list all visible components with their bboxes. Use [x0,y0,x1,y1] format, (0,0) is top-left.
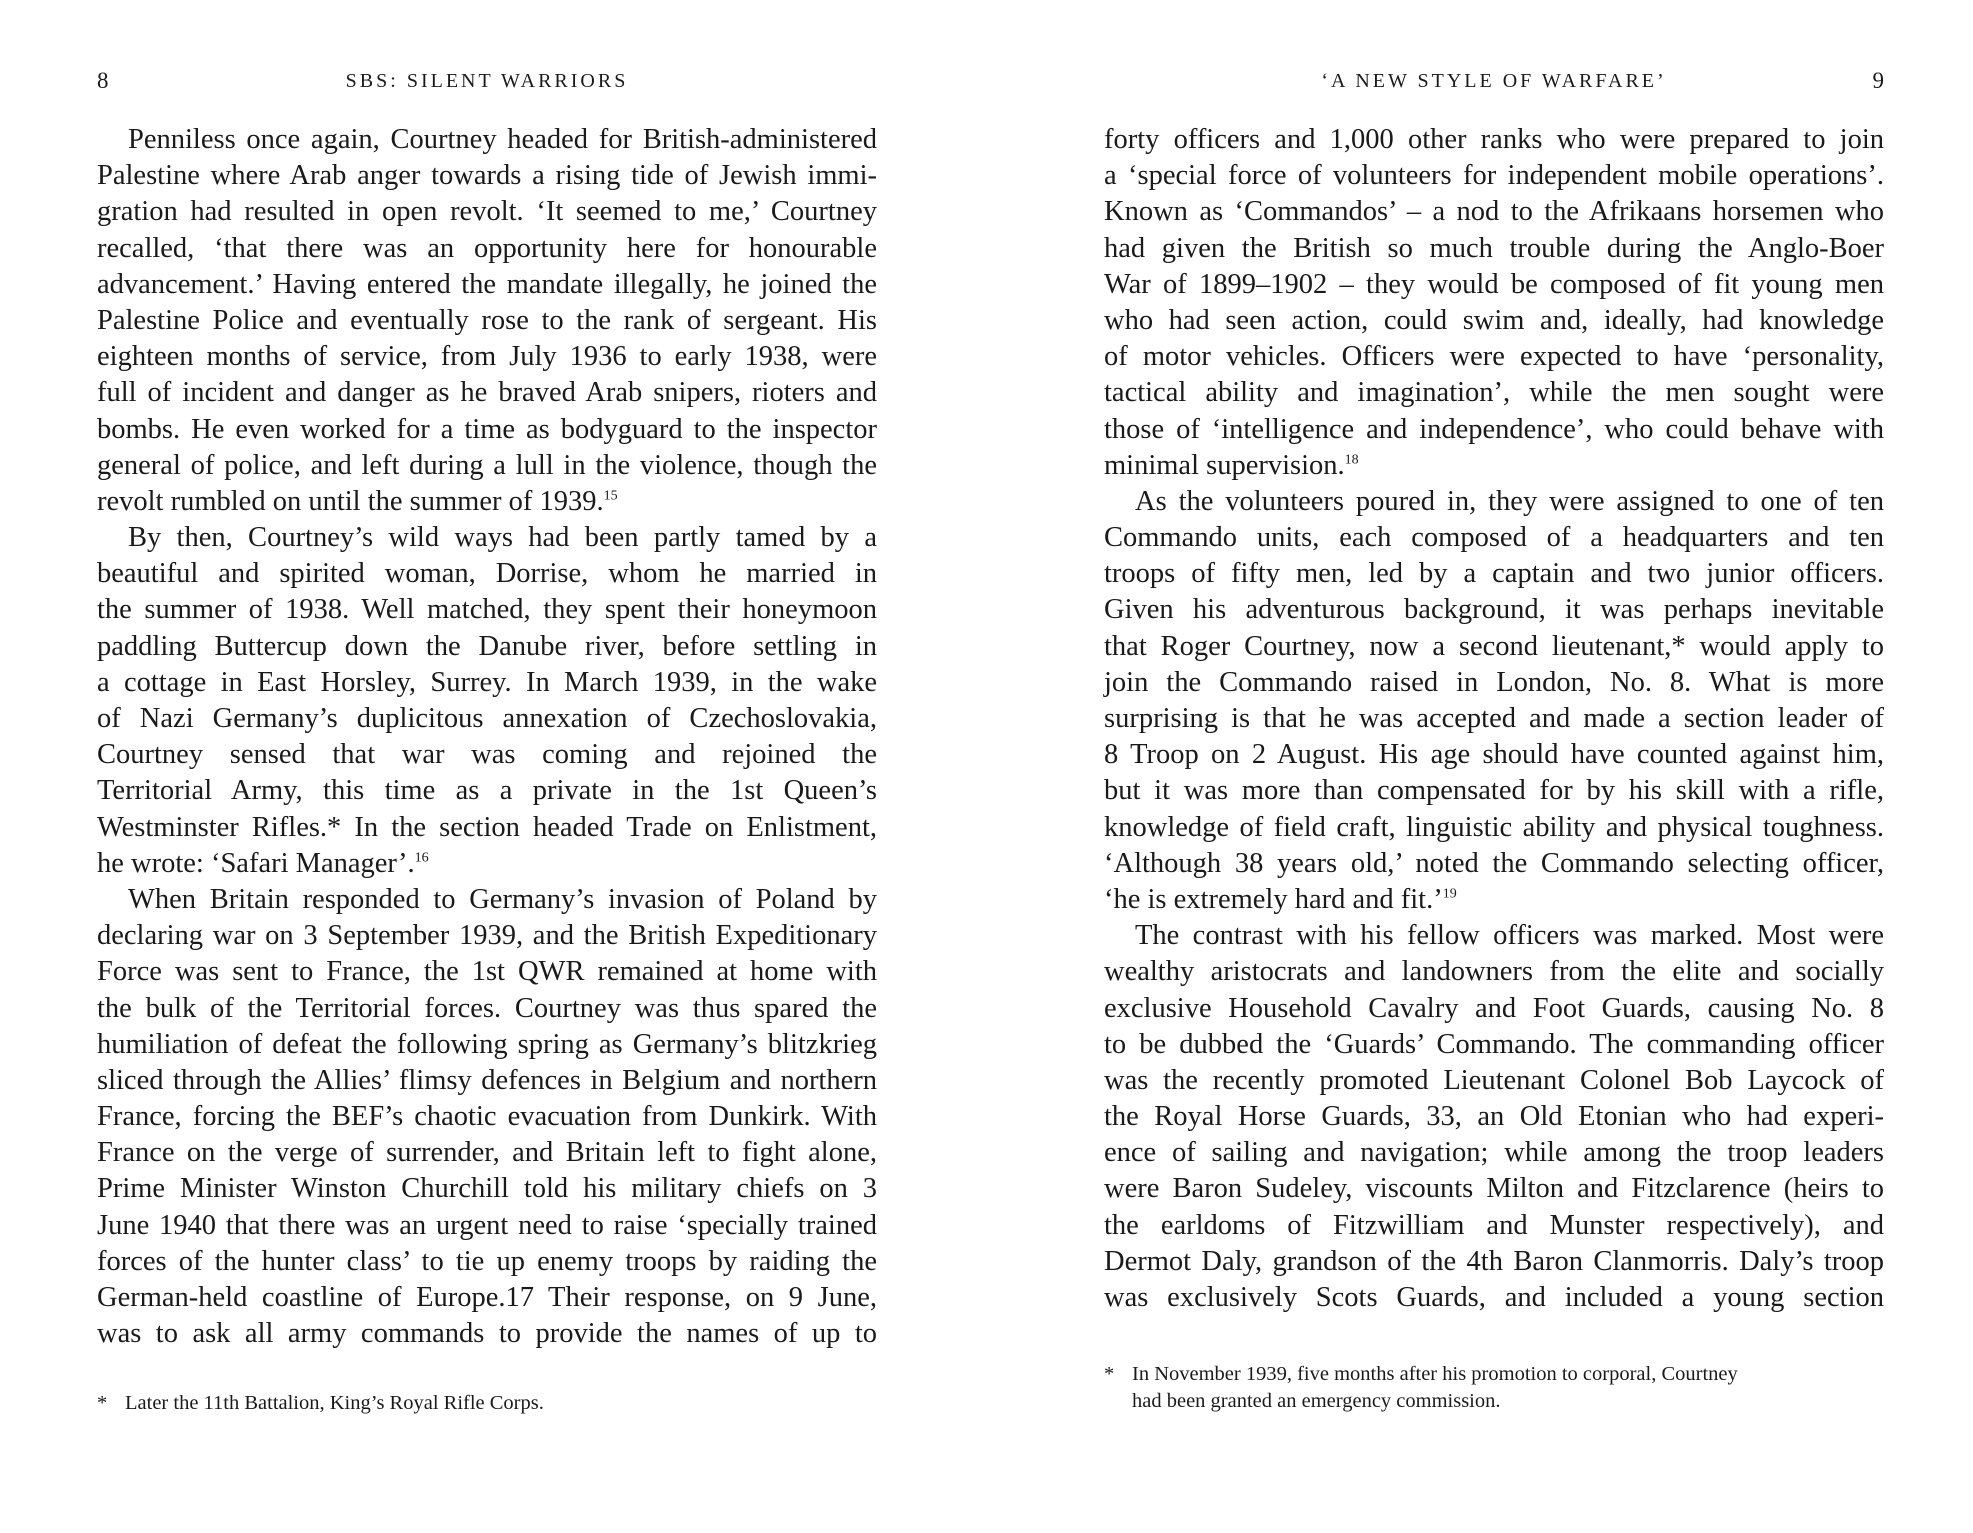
line-text: recalled, ‘that there was an opportunity here for honourable [97,232,877,264]
endnote-ref: 19 [1442,886,1457,902]
line-text: 8 Troop on 2 August. His age should have counted against him, [1104,739,1884,771]
text-line [97,412,877,448]
text-line [1104,592,1884,628]
endnote-ref: 16 [414,850,429,866]
line-text: Known as ‘Commandos’ – a nod to the Afrikaans horsemen who [1104,196,1884,228]
line-text: forty officers and 1,000 other ranks who were prepared to join [1104,124,1884,155]
line-text: were Baron Sudeley, viscounts Milton and Fitzclarence (heirs to [1104,1173,1884,1205]
line-text: full of incident and danger as he braved Arab snipers, rioters and [97,377,877,409]
line-text: to be dubbed the ‘Guards’ Commando. The commanding officer [1104,1028,1884,1060]
line-text: forces of the hunter class’ to tie up enemy troops by raiding the [97,1245,877,1277]
line-text: advancement.’ Having entered the mandate illegally, he joined the [97,268,877,300]
right-page [1104,0,1884,1533]
line-text: By then, Courtney’s wild ways had been partly tamed by a [128,522,877,554]
text-line [97,592,877,628]
text-line [1104,773,1884,809]
line-text: German-held coastline of Europe.17 Their response, on 9 June, [97,1282,877,1313]
line-text: gration had resulted in open revolt. ‘It seemed to me,’ Courtney [97,196,877,228]
text-line [1104,629,1884,665]
text-line [97,1099,877,1135]
line-text: France, forcing the BEF’s chaotic evacuation from Dunkirk. With [97,1101,877,1133]
text-line [97,701,877,737]
text-line [1104,194,1884,230]
line-text: he wrote: ‘Safari Manager’. [97,847,415,879]
line-text: join the Commando raised in London, No. 8. What is more [1104,666,1884,698]
running-head-title: SBS: SILENT WARRIORS [345,70,629,92]
line-text: those of ‘intelligence and independence’, who could behave with [1104,413,1884,445]
text-line [97,194,877,230]
text-line [97,448,877,484]
line-text: The contrast with his fellow officers was marked. Most were [1135,920,1884,952]
line-text: wealthy aristocrats and landowners from the elite and socially [1104,956,1884,988]
line-text: When Britain responded to Germany’s invasion of Poland by [128,883,877,915]
text-line [1104,991,1884,1027]
line-text: surprising is that he was accepted and made a section leader of [1104,703,1884,734]
text-line [97,629,877,665]
text-line [1104,122,1884,158]
line-text: the bulk of the Territorial forces. Courtney was thus spared the [97,992,877,1024]
footnote-line [1104,1388,1884,1415]
line-text: general of police, and left during a lull in the violence, though the [97,449,877,481]
line-text: was the recently promoted Lieutenant Colonel Bob Laycock of [1104,1064,1884,1096]
line-text: Penniless once again, Courtney headed for British-administered [128,124,877,155]
text-line [1104,303,1884,339]
line-text: had given the British so much trouble during the Anglo-Boer [1104,232,1884,264]
text-line [97,556,877,592]
line-text: Dermot Daly, grandson of the 4th Baron Clanmorris. Daly’s troop [1104,1245,1884,1277]
body-text [1104,122,1884,1316]
text-line [1104,1027,1884,1063]
text-line [97,846,877,882]
line-text: was exclusively Scots Guards, and included a young section [1104,1282,1884,1313]
text-line [97,267,877,303]
line-text: Force was sent to France, the 1st QWR remained at home with [97,956,877,988]
text-line [97,665,877,701]
line-text: the earldoms of Fitzwilliam and Munster respectively), and [1104,1209,1884,1241]
line-text: War of 1899–1902 – they would be composed of fit young men [1104,268,1884,300]
text-line [97,1027,877,1063]
line-text: who had seen action, could swim and, ideally, had knowledge [1104,304,1884,336]
text-line [1104,810,1884,846]
text-line [97,339,877,375]
text-line [1104,918,1884,954]
text-line [97,1063,877,1099]
line-text: ‘Although 38 years old,’ noted the Commando selecting officer, [1104,847,1884,879]
line-text: humiliation of defeat the following spring as Germany’s blitzkrieg [97,1028,877,1060]
running-head-title: ‘A NEW STYLE OF WARFARE’ [1321,70,1667,92]
footnote-line [97,1390,877,1417]
line-text: Commando units, each composed of a headquarters and ten [1104,522,1884,554]
line-text: a cottage in East Horsley, Surrey. In March 1939, in the wake [97,666,877,698]
text-line [1104,448,1884,484]
footnote-marker: * [1104,1363,1115,1385]
text-line [97,918,877,954]
line-text: ‘he is extremely hard and fit.’ [1104,883,1443,915]
text-line [1104,1135,1884,1171]
line-text: Given his adventurous background, it was perhaps inevitable [1104,594,1884,626]
line-text: was to ask all army commands to provide the names of up to [97,1318,877,1350]
line-text: paddling Buttercup down the Danube river, before settling in [97,630,877,662]
line-text: declaring war on 3 September 1939, and the British Expeditionary [97,920,877,952]
footnote [1104,1361,1884,1415]
page-number: 9 [1872,68,1884,93]
footnote-text: had been granted an emergency commission. [1132,1390,1501,1412]
text-line [1104,1171,1884,1207]
line-text: June 1940 that there was an urgent need to raise ‘specially trained [97,1209,877,1241]
text-line [1104,882,1884,918]
line-text: Westminster Rifles.* In the section headed Trade on Enlistment, [97,811,877,843]
text-line [1104,484,1884,520]
text-line [97,1208,877,1244]
line-text: troops of fifty men, led by a captain and two junior officers. [1104,558,1884,590]
text-line [97,231,877,267]
text-line [1104,520,1884,556]
line-text: France on the verge of surrender, and Britain left to fight alone, [97,1137,877,1169]
line-text: that Roger Courtney, now a second lieutenant,* would apply to [1104,630,1884,662]
text-line [1104,412,1884,448]
footnote-text: In November 1939, five months after his promotion to corporal, Courtney [1132,1363,1738,1385]
endnote-ref: 18 [1344,452,1359,468]
text-line [97,810,877,846]
line-text: Courtney sensed that war was coming and rejoined the [97,739,877,771]
line-text: the Royal Horse Guards, 33, an Old Etonian who had experi- [1104,1101,1884,1133]
line-text: minimal supervision. [1104,449,1345,481]
line-text: As the volunteers poured in, they were assigned to one of ten [1135,485,1884,517]
body-text [97,122,877,1352]
page-number: 8 [97,68,109,93]
text-line [1104,846,1884,882]
running-head [1104,70,1884,100]
text-line [97,520,877,556]
text-line [97,737,877,773]
text-line [1104,339,1884,375]
text-line [97,122,877,158]
line-text: a ‘special force of volunteers for independent mobile operations’. [1104,160,1884,192]
text-line [1104,556,1884,592]
line-text: beautiful and spirited woman, Dorrise, whom he married in [97,558,877,590]
endnote-ref: 15 [603,488,618,504]
text-line [1104,954,1884,990]
text-line [97,1280,877,1316]
footnote-line [1104,1361,1884,1388]
text-line [1104,1280,1884,1316]
text-line [1104,701,1884,737]
text-line [1104,737,1884,773]
text-line [97,991,877,1027]
line-text: Territorial Army, this time as a private in the 1st Queen’s [97,775,877,807]
footnote [97,1390,877,1417]
text-line [97,1135,877,1171]
text-line [97,303,877,339]
text-line [1104,1244,1884,1280]
line-text: sliced through the Allies’ flimsy defences in Belgium and northern [97,1064,877,1096]
line-text: Prime Minister Winston Churchill told his military chiefs on 3 [97,1173,877,1205]
line-text: exclusive Household Cavalry and Foot Guards, causing No. 8 [1104,992,1884,1024]
running-head [97,70,877,100]
text-line [97,375,877,411]
line-text: knowledge of field craft, linguistic ability and physical toughness. [1104,811,1884,843]
text-line [97,1171,877,1207]
footnote-marker: * [97,1392,108,1414]
line-text: eighteen months of service, from July 1936 to early 1938, were [97,341,877,373]
text-line [97,954,877,990]
text-line [1104,231,1884,267]
text-line [1104,1208,1884,1244]
text-line [97,1244,877,1280]
text-line [1104,267,1884,303]
text-line [1104,158,1884,194]
line-text: Palestine Police and eventually rose to the rank of sergeant. His [97,304,877,336]
text-line [97,882,877,918]
line-text: of motor vehicles. Officers were expected to have ‘personality, [1104,341,1884,373]
line-text: revolt rumbled on until the summer of 1939. [97,485,604,517]
footnote-text: Later the 11th Battalion, King’s Royal Rifle Corps. [125,1392,544,1414]
text-line [1104,1063,1884,1099]
text-line [97,484,877,520]
line-text: ence of sailing and navigation; while among the troop leaders [1104,1137,1884,1169]
text-line [97,158,877,194]
text-line [1104,375,1884,411]
line-text: tactical ability and imagination’, while the men sought were [1104,377,1884,409]
left-page [97,0,877,1533]
line-text: Palestine where Arab anger towards a rising tide of Jewish immi- [97,160,877,192]
text-line [97,773,877,809]
text-line [1104,665,1884,701]
text-line [97,1316,877,1352]
line-text: bombs. He even worked for a time as bodyguard to the inspector [97,413,877,445]
line-text: of Nazi Germany’s duplicitous annexation of Czechoslovakia, [97,703,877,734]
line-text: but it was more than compensated for by his skill with a rifle, [1104,775,1884,807]
text-line [1104,1099,1884,1135]
line-text: the summer of 1938. Well matched, they spent their honeymoon [97,594,877,626]
